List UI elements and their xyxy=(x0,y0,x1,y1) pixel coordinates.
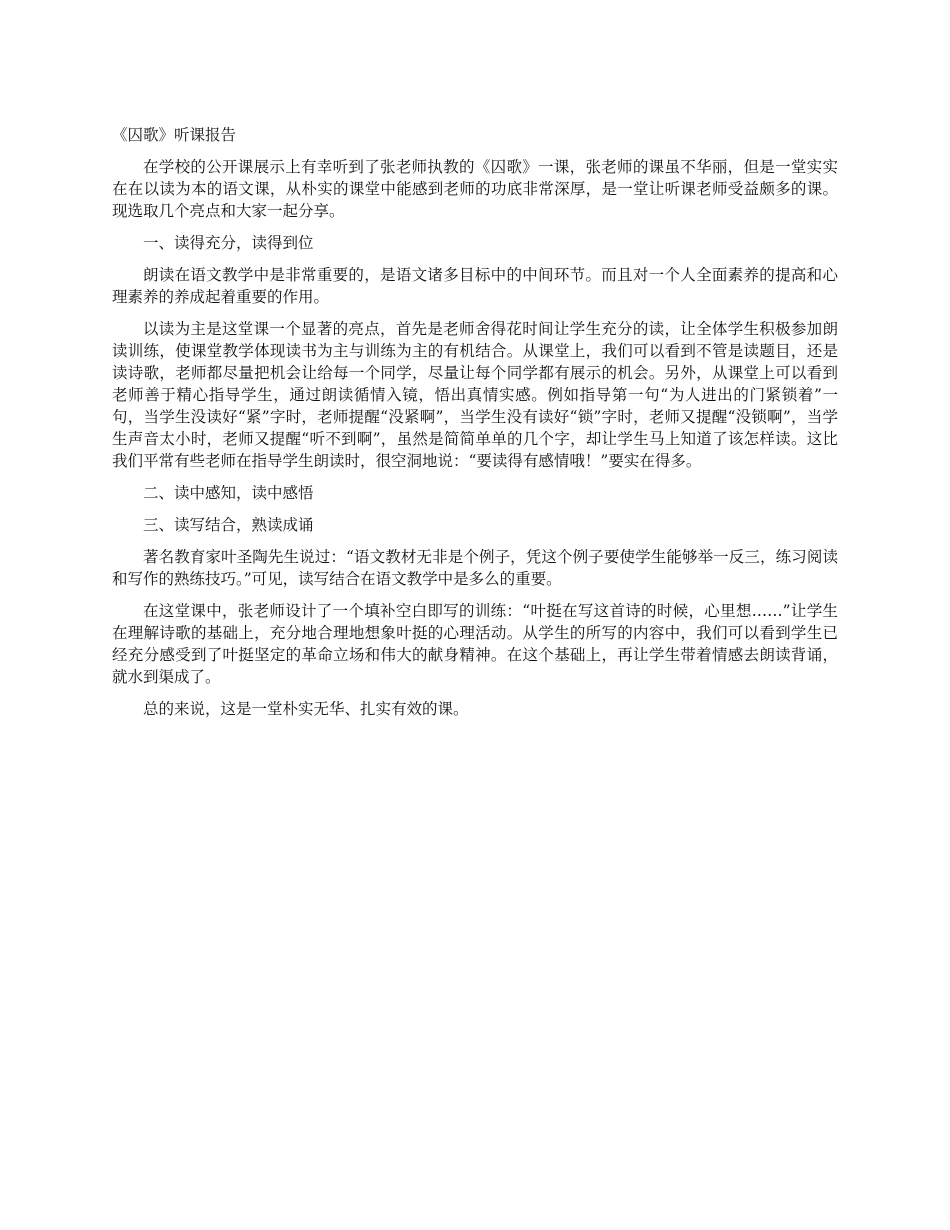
paragraph-intro: 在学校的公开课展示上有幸听到了张老师执教的《囚歌》一课，张老师的课虽不华丽，但是一堂实实在在以读为本的语文课，从朴实的课堂中能感到老师的功底非常深厚，是一堂让听课老师受益颇多的课。现选取几个亮点和大家一起分享。 xyxy=(112,158,838,220)
document-title: 《囚歌》听课报告 xyxy=(112,126,237,144)
paragraph-reading-highlight: 以读为主是这堂课一个显著的亮点，首先是老师舍得花时间让学生充分的读，让全体学生积极参加朗读训练，使课堂教学体现读书为主与训练为主的有机结合。从课堂上，我们可以看到不管是读题目，还是读诗歌，老师都尽量把机会让给每一个同学，尽量让每个同学都有展示的机会。另外，从课堂上可以看到老师善于精心指导学生，通过朗读循情入镜，悟出真情实感。例如指导第一句“为人进出的门紧锁着”一句，当学生没读好“紧”字时，老师提醒“没紧啊”，当学生没有读好“锁”字时，老师又提醒“没锁啊”，当学生声音太小时，老师又提醒“听不到啊”，虽然是简简单单的几个字，却让学生马上知道了该怎样读。这比我们平常有些老师在指导学生朗读时，很空洞地说：“要读得有感情哦！”要实在得多。 xyxy=(112,320,838,470)
document-page xyxy=(112,124,838,730)
section-heading-1: 一、读得充分，读得到位 xyxy=(143,234,314,252)
paragraph-writing-exercise: 在这堂课中，张老师设计了一个填补空白即写的训练：“叶挺在写这首诗的时候，心里想……”让学生在理解诗歌的基础上，充分地合理地想象叶挺的心理活动。从学生的所写的内容中，我们可以看到学生已经充分感受到了叶挺坚定的革命立场和伟大的献身精神。在这个基础上，再让学生带着情感去朗读背诵，就水到渠成了。 xyxy=(112,602,838,686)
section-heading-2: 二、读中感知，读中感悟 xyxy=(143,484,314,502)
paragraph-reading-importance: 朗读在语文教学中是非常重要的，是语文诸多目标中的中间环节。而且对一个人全面素养的提高和心理素养的养成起着重要的作用。 xyxy=(112,266,838,306)
paragraph-ye-shengtao-quote: 著名教育家叶圣陶先生说过：“语文教材无非是个例子，凭这个例子要使学生能够举一反三，练习阅读和写作的熟练技巧。”可见，读写结合在语文教学中是多么的重要。 xyxy=(112,548,838,588)
paragraph-conclusion: 总的来说，这是一堂朴实无华、扎实有效的课。 xyxy=(143,700,469,718)
section-heading-3: 三、读写结合，熟读成诵 xyxy=(143,516,314,534)
